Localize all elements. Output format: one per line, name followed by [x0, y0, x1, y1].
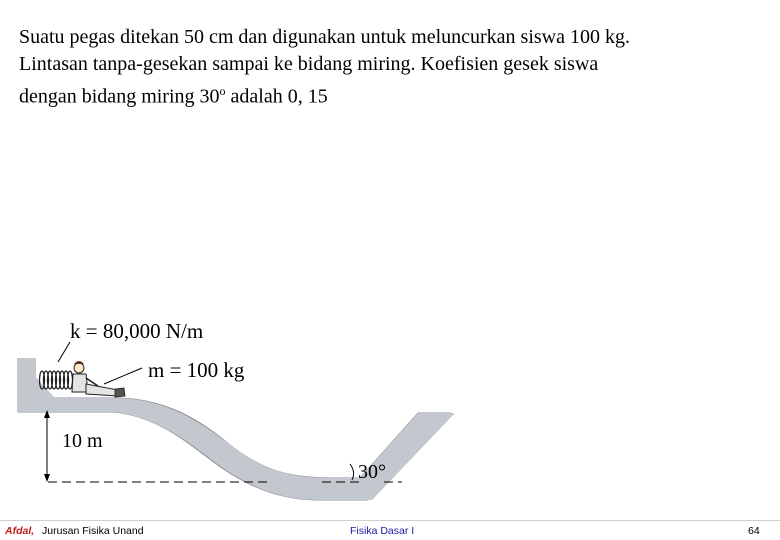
wall-block [18, 358, 36, 412]
spring-constant-label: k = 80,000 N/m [70, 319, 204, 343]
height-label: 10 m [62, 430, 103, 452]
problem-line-3-text: dengan bidang miring 30 [19, 85, 220, 108]
spring-pointer-line [58, 342, 70, 362]
degree-superscript: o [219, 84, 226, 98]
problem-line-2: Lintasan tanpa-gesekan sampai ke bidang miring. Koefisien gesek siswa [19, 53, 599, 75]
footer-divider [0, 520, 780, 521]
physics-figure [0, 300, 780, 520]
page-number: 64 [748, 525, 760, 537]
footer-author: Afdal, [5, 525, 35, 537]
problem-statement [19, 24, 759, 111]
spring [40, 371, 73, 389]
footer-course: Fisika Dasar I [350, 525, 415, 537]
mass-pointer-line [104, 368, 142, 384]
problem-line-3 [19, 78, 759, 111]
footer-department: Jurusan Fisika Unand [42, 525, 144, 537]
slide-footer [0, 520, 780, 540]
mass-label: m = 100 kg [148, 358, 245, 382]
problem-line-3-tail: adalah 0, 15 [225, 85, 328, 108]
problem-line-1: Suatu pegas ditekan 50 cm dan digunakan untuk meluncurkan siswa 100 kg. [19, 26, 630, 48]
height-arrow-bottom [44, 474, 50, 482]
angle-label: 30° [358, 461, 386, 483]
